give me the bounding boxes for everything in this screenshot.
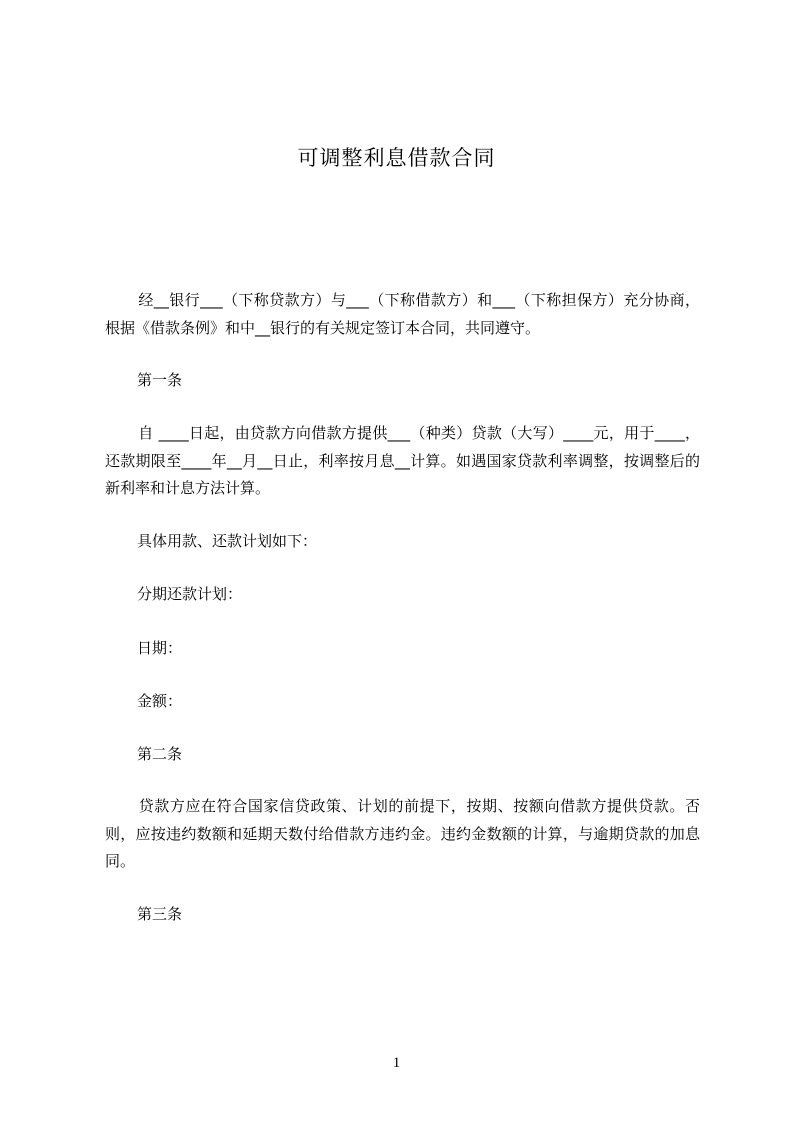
document-title: 可调整利息借款合同	[297, 146, 496, 170]
article-1-heading: 第一条	[137, 371, 183, 389]
intro-paragraph	[105, 287, 700, 342]
plan-intro: 具体用款、还款计划如下：	[137, 532, 318, 550]
page-number: 1	[392, 1055, 401, 1071]
article-2-text: 贷款方应在符合国家信贷政策、计划的前提下，按期、按额向借款方提供贷款。否则，应按违约数额和延期天数付给借款方违约金。违约金数额的计算，与逾期贷款的加息同。	[105, 797, 700, 870]
article-3-heading: 第三条	[137, 905, 183, 923]
article-2-paragraph	[105, 793, 700, 876]
installment-label: 分期还款计划：	[137, 585, 243, 603]
article-1-text: 自 ____日起，由贷款方向借款方提供___（种类）贷款（大写）____元，用于____， 还款期限至____年__月__日止，利率按月息__计算。如遇国家贷款利率调整，按调整后的新利率和计息方法计算。	[105, 424, 700, 497]
article-2-heading: 第二条	[137, 745, 183, 763]
date-label: 日期：	[137, 639, 183, 657]
article-1-paragraph	[105, 420, 700, 503]
intro-text: 经__银行___（下称贷款方）与___（下称借款方）和___（下称担保方）充分协商，根据《借款条例》和中__银行的有关规定签订本合同，共同遵守。	[105, 291, 700, 337]
amount-label: 金额：	[137, 692, 183, 710]
